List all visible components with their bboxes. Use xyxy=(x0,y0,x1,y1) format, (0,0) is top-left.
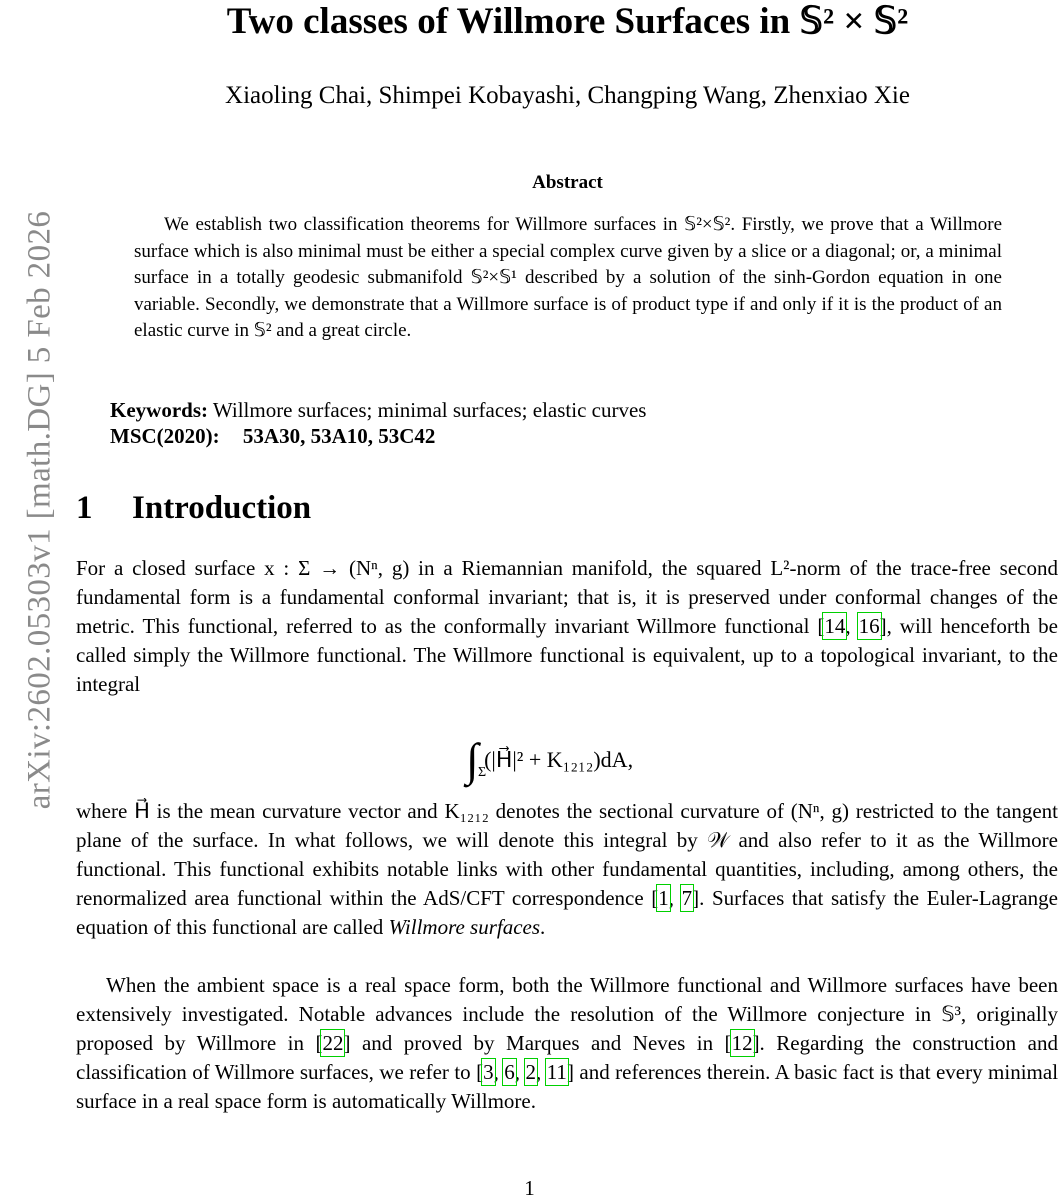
paragraph-text: ]. Surfaces that satisfy the Euler-Lagrange equation of this functional are called xyxy=(76,886,1058,939)
citation-link[interactable]: 16 xyxy=(858,614,880,638)
keywords-label: Keywords: xyxy=(110,398,208,422)
section-title: Introduction xyxy=(132,490,312,526)
integral-sign: ∫ xyxy=(466,734,479,785)
paragraph-text: ], will henceforth be called simply the Willmore functional. The Willmore functional is equivalent, up to a topological invariant, to the integral xyxy=(76,614,1058,696)
citation-link[interactable]: 12 xyxy=(731,1031,753,1055)
paragraph-text: ] and proved by Marques and Neves in [ xyxy=(343,1031,732,1055)
abstract-heading: Abstract xyxy=(532,172,603,193)
citation-link[interactable]: 7 xyxy=(681,886,693,910)
citation-link[interactable]: 2 xyxy=(525,1060,536,1084)
citation-link[interactable]: 1 xyxy=(658,886,669,910)
paragraph-text: When the ambient space is a real space form, both the Willmore functional and Willmore surfaces have been extensively investigated. Notable advances include the resolution of the Willmore conjecture in 𝕊³, originally proposed by Willmore in [ xyxy=(76,973,1058,1055)
citation-link[interactable]: 14 xyxy=(824,614,846,638)
paragraph-text: where H⃗ is the mean curvature vector and K₁₂₁₂ denotes the sectional curvature of (Nⁿ, g) restricted to the tangent plane of the surface. In what follows, we will denote this integral by 𝒲 and also refer to it as the Willmore functional. This functional exhibits notable links with other fundamental quantities, including, among others, the renormalized area functional within the AdS/CFT correspondence [ xyxy=(76,799,1058,910)
section-heading xyxy=(76,490,311,527)
page-number: 1 xyxy=(524,1176,535,1200)
intro-paragraph-1: For a closed surface x : Σ → (Nⁿ, g) in a Riemannian manifold, the squared L²-norm of the trace-free second fundamental form is a fundamental conformal invariant; that is, it is preserved under conformal changes of the metric. This functional, referred to as the conformally invariant Willmore functional [14, 16], will henceforth be called simply the Willmore functional. The Willmore functional is equivalent, up to a topological invariant, to the integral xyxy=(76,556,1058,696)
citation-link[interactable]: 11 xyxy=(546,1060,567,1084)
paragraph-text: ] and references therein. A basic fact is that every minimal surface in a real space form is automatically Willmore. xyxy=(76,1060,1059,1113)
integral-domain: Σ xyxy=(478,765,487,780)
msc-line xyxy=(110,424,435,449)
paragraph-text: . xyxy=(540,915,546,939)
arxiv-identifier[interactable]: arXiv:2602.05303v1 [math.DG] 5 Feb 2026 xyxy=(21,210,58,810)
author-list: Xiaoling Chai, Shimpei Kobayashi, Changping Wang, Zhenxiao Xie xyxy=(225,82,910,109)
willmore-integral-equation xyxy=(466,725,634,785)
citation-link[interactable]: 3 xyxy=(483,1060,494,1084)
section-number: 1 xyxy=(76,490,93,526)
abstract-text: We establish two classification theorems for Willmore surfaces in 𝕊²×𝕊². Firstly, we prove that a Willmore surface which is also minimal must be either a special complex curve given by a slice or a diagonal; or, a minimal surface in a totally geodesic submanifold 𝕊²×𝕊¹ described by a solution of the sinh-Gordon equation in one variable. Secondly, we demonstrate that a Willmore surface is of product type if and only if it is the product of an elastic curve in 𝕊² and a great circle. xyxy=(134,214,1002,341)
citation-link[interactable]: 22 xyxy=(322,1031,344,1055)
citation-link[interactable]: 6 xyxy=(504,1060,515,1084)
paragraph-text: For a closed surface x : Σ → (Nⁿ, g) in a Riemannian manifold, the squared L²-norm of the trace-free second fundamental form is a fundamental conformal invariant; that is, it is preserved under conformal changes of the metric. This functional, referred to as the conformally invariant Willmore functional [ xyxy=(76,556,1058,638)
equation-body: (|H⃗|² + K₁₂₁₂)dA, xyxy=(484,747,634,772)
paper-title: Two classes of Willmore Surfaces in 𝕊² × 𝕊² xyxy=(226,1,909,42)
msc-codes: 53A30, 53A10, 53C42 xyxy=(242,424,436,448)
paragraph-text: ]. Regarding the construction and classification of Willmore surfaces, we refer to [ xyxy=(76,1031,1058,1084)
emphasized-term: Willmore surfaces xyxy=(388,915,541,939)
msc-label: MSC(2020): xyxy=(110,424,220,448)
intro-paragraph-3: When the ambient space is a real space form, both the Willmore functional and Willmore surfaces have been extensively investigated. Notable advances include the resolution of the Willmore conjecture in 𝕊³, originally proposed by Willmore in [22] and proved by Marques and Neves in [12]. Regarding the construction and classification of Willmore surfaces, we refer to [3, 6, 2, 11] and references therein. A basic fact is that every minimal surface in a real space form is automatically Willmore. xyxy=(76,973,1059,1113)
intro-paragraph-2: where H⃗ is the mean curvature vector and K₁₂₁₂ denotes the sectional curvature of (Nⁿ, g) restricted to the tangent plane of the surface. In what follows, we will denote this integral by 𝒲 and also refer to it as the Willmore functional. This functional exhibits notable links with other fundamental quantities, including, among others, the renormalized area functional within the AdS/CFT correspondence [1, 7]. Surfaces that satisfy the Euler-Lagrange equation of this functional are called Willmore surfaces. xyxy=(76,799,1058,939)
keywords-text: Willmore surfaces; minimal surfaces; elastic curves xyxy=(212,398,647,422)
keywords-line xyxy=(110,396,646,424)
